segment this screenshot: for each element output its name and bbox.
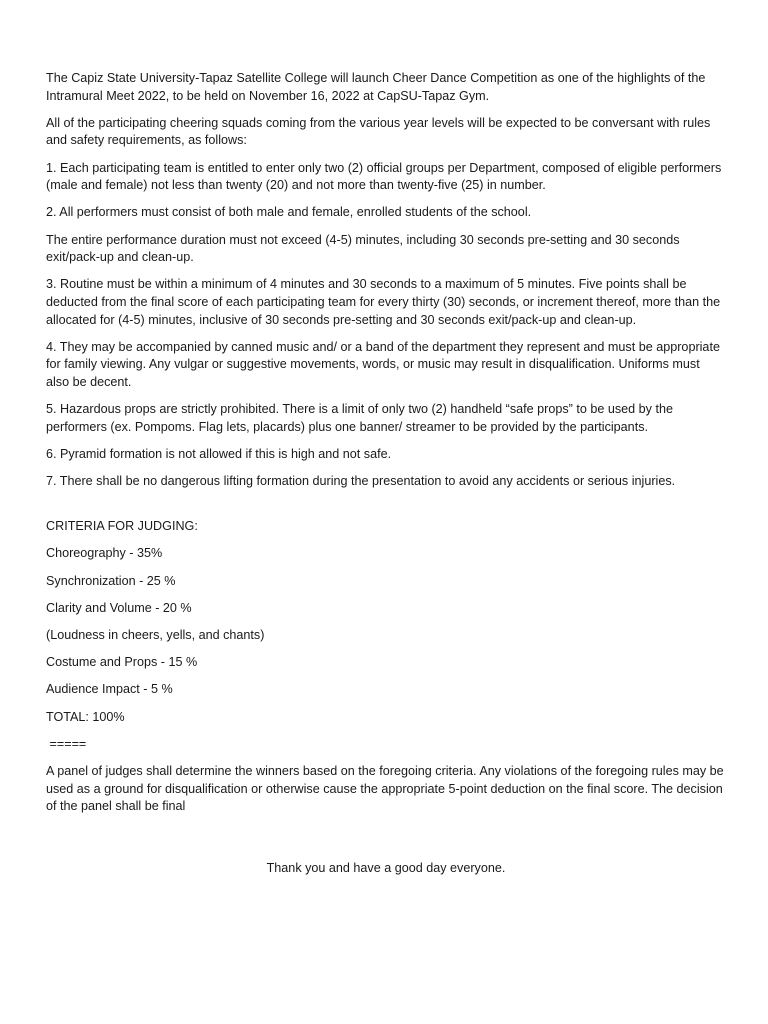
rule-item: 3. Routine must be within a minimum of 4 minutes and 30 seconds to a maximum of 5 minutes. Five points shall be deducted from the final score of each participating team for every thirty (30) seconds, or increment thereof, more than the allocated for (4-5) minutes, inclusive of 30 seconds pre-setting and 30 seconds exit/pack-up and clean-up. xyxy=(46,277,721,327)
rule-item: 4. They may be accompanied by canned music and/ or a band of the department they represent and must be appropriate for family viewing. Any vulgar or suggestive movements, words, or music may result in disqualification. Uniforms must also be decent. xyxy=(46,339,720,389)
rule-item: 7. There shall be no dangerous lifting formation during the presentation to avoid any accidents or serious injuries. xyxy=(46,474,676,489)
criteria-item: Costume and Props - 15 % xyxy=(46,655,198,670)
rule-item: 2. All performers must consist of both male and female, enrolled students of the school. xyxy=(46,205,532,220)
criteria-item: Clarity and Volume - 20 % xyxy=(46,600,192,615)
criteria-item: (Loudness in cheers, yells, and chants) xyxy=(46,627,265,642)
rule-item: 5. Hazardous props are strictly prohibited. There is a limit of only two (2) handheld “safe props” to be used by the performers (ex. Pompoms. Flag lets, placards) plus one banner/ streamer to be provided by the participants. xyxy=(46,402,673,434)
divider-line: ===== xyxy=(46,736,87,751)
spacer xyxy=(46,825,726,860)
document-page xyxy=(46,70,726,878)
intro-paragraph: All of the participating cheering squads coming from the various year levels will be expected to be conversant with rules and safety requirements, as follows: xyxy=(46,115,711,148)
criteria-item: Synchronization - 25 % xyxy=(46,573,176,588)
panel-note: A panel of judges shall determine the winners based on the foregoing criteria. Any violations of the foregoing rules may be used as a ground for disqualification or otherwise cause the appropriate 5-point deduction on the final score. The decision of the panel shall be final xyxy=(46,763,724,814)
criteria-item: Audience Impact - 5 % xyxy=(46,682,173,697)
rule-item: 6. Pyramid formation is not allowed if this is high and not safe. xyxy=(46,446,392,461)
criteria-heading: CRITERIA FOR JUDGING: xyxy=(46,519,198,534)
spacer xyxy=(46,500,726,518)
closing-line: Thank you and have a good day everyone. xyxy=(266,861,506,876)
rule-item: The entire performance duration must not exceed (4-5) minutes, including 30 seconds pre-setting and 30 seconds exit/pack-up and clean-up. xyxy=(46,232,680,265)
intro-paragraph: The Capiz State University-Tapaz Satellite College will launch Cheer Dance Competition as one of the highlights of the Intramural Meet 2022, to be held on November 16, 2022 at CapSU-Tapaz Gym. xyxy=(46,71,706,103)
criteria-total: TOTAL: 100% xyxy=(46,709,125,724)
rule-item: 1. Each participating team is entitled to enter only two (2) official groups per Department, composed of eligible performers (male and female) not less than twenty (20) and not more than twenty-five (25) in number. xyxy=(46,160,722,193)
criteria-item: Choreography - 35% xyxy=(46,546,163,561)
